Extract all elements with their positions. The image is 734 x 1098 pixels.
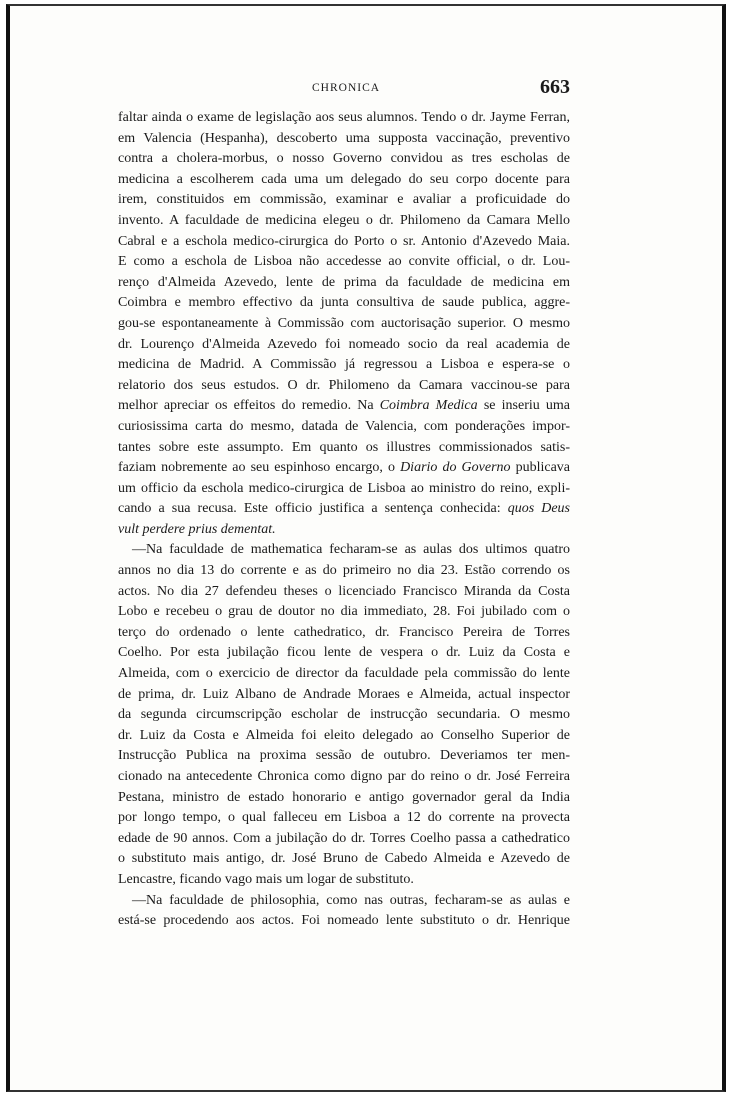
text-line: cionado na antecedente Chronica como digno par do reino o dr. José Ferreira — [118, 769, 570, 784]
text-line: —Na faculdade de mathematica fecharam-se as aulas dos ultimos quatro — [132, 542, 570, 558]
text-line: —Na faculdade de philosophia, como nas outras, fecharam-se as aulas e — [132, 892, 570, 908]
page-header — [118, 76, 570, 108]
text-line: melhor apreciar os effeitos do remedio. Na Coimbra Medica se inseriu uma — [118, 398, 570, 414]
text-line: renço d'Almeida Azevedo, lente de prima da faculdade de medicina em — [118, 274, 570, 290]
paragraph — [118, 540, 570, 890]
text-line: invento. A faculdade de medicina elegeu o dr. Philomeno da Camara Mello — [118, 212, 570, 228]
text-line: de prima, dr. Luiz Albano de Andrade Moraes e Almeida, actual inspector — [118, 686, 570, 702]
text-line: terço do ordenado o lente cathedratico, dr. Francisco Pereira de Torres — [118, 624, 570, 640]
text-line: irem, constituidos em commissão, examinar e avaliar a proficuidade do — [118, 192, 570, 208]
text-line: Lencastre, ficando vago mais um logar de substituto. — [118, 871, 414, 887]
text-line: tantes sobre este assumpto. Em quanto os illustres commissionados satis- — [118, 439, 570, 455]
text-line: o substituto mais antigo, dr. José Bruno de Cabedo Almeida e Azevedo de — [118, 851, 570, 867]
text-line: medicina de Madrid. A Commissão já regressou a Lisboa e espera-se o — [118, 357, 570, 373]
text-line: está-se procedendo aos actos. Foi nomeado lente substituto o dr. Henrique — [118, 913, 570, 929]
paragraph — [118, 108, 570, 540]
text-line: Lobo e recebeu o grau de doutor no dia immediato, 28. Foi jubilado com o — [118, 604, 570, 620]
text-line: edade de 90 annos. Com a jubilação do dr. Torres Coelho passa a cathedratico — [118, 830, 570, 846]
text-line: em Valencia (Hespanha), descoberto uma supposta vaccinação, preventivo — [118, 130, 570, 146]
text-line: da segunda circumscripção escholar de instrucção secundaria. O mesmo — [118, 707, 570, 723]
text-line: curiosissima carta do mesmo, datada de Valencia, com ponderações impor- — [118, 418, 570, 434]
text-line: Coelho. Por esta jubilação ficou lente de vespera o dr. Luiz da Costa e — [118, 645, 570, 661]
text-line: Instrucção Publica na proxima sessão de outubro. Deveriamos ter men- — [118, 748, 570, 764]
paragraph — [118, 891, 570, 932]
text-line: E como a eschola de Lisboa não accedesse ao convite official, o dr. Lou- — [118, 254, 570, 270]
text-line: gou-se espontaneamente à Commissão com auctorisação superior. O mesmo — [118, 315, 570, 331]
text-line: Almeida, com o exercicio de director da faculdade pela commissão do lente — [118, 666, 570, 682]
text-line: Coimbra e membro effectivo da junta consultiva de saude publica, aggre- — [118, 295, 570, 311]
text-line: dr. Luiz da Costa e Almeida foi eleito delegado ao Conselho Superior de — [118, 727, 570, 743]
page-number: 663 — [540, 76, 570, 98]
body-text — [118, 108, 570, 932]
text-line: actos. No dia 27 defendeu theses o licenciado Francisco Miranda da Costa — [118, 583, 570, 599]
document-page — [118, 76, 570, 932]
text-line: faziam nobremente ao seu espinhoso encargo, o Diario do Governo publicava — [118, 460, 570, 476]
text-line: contra a cholera-morbus, o nosso Governo convidou as tres escholas de — [118, 151, 570, 167]
text-line: Cabral e a eschola medico-cirurgica do Porto o sr. Antonio d'Azevedo Maia. — [118, 233, 570, 249]
text-line: annos no dia 13 do corrente e as do primeiro no dia 23. Estão correndo os — [118, 563, 570, 579]
text-line: dr. Lourenço d'Almeida Azevedo foi nomeado socio da real academia de — [118, 336, 570, 352]
text-line: relatorio dos seus estudos. O dr. Philomeno da Camara vaccinou-se para — [118, 377, 570, 393]
running-title: CHRONICA — [312, 82, 381, 94]
text-line: faltar ainda o exame de legislação aos seus alumnos. Tendo o dr. Jayme Ferran, — [118, 110, 570, 125]
text-line: Pestana, ministro de estado honorario e antigo governador geral da India — [118, 789, 570, 805]
text-line: medicina a escolherem cada uma um delegado do seu corpo docente para — [118, 171, 570, 187]
text-line: vult perdere prius dementat. — [118, 521, 276, 537]
text-line: por longo tempo, o qual falleceu em Lisboa a 12 do corrente na provecta — [118, 810, 570, 826]
text-line: um officio da eschola medico-cirurgica de Lisboa ao ministro do reino, expli- — [118, 480, 570, 496]
text-line: cando a sua recusa. Este officio justifica a sentença conhecida: quos Deus — [118, 501, 570, 517]
